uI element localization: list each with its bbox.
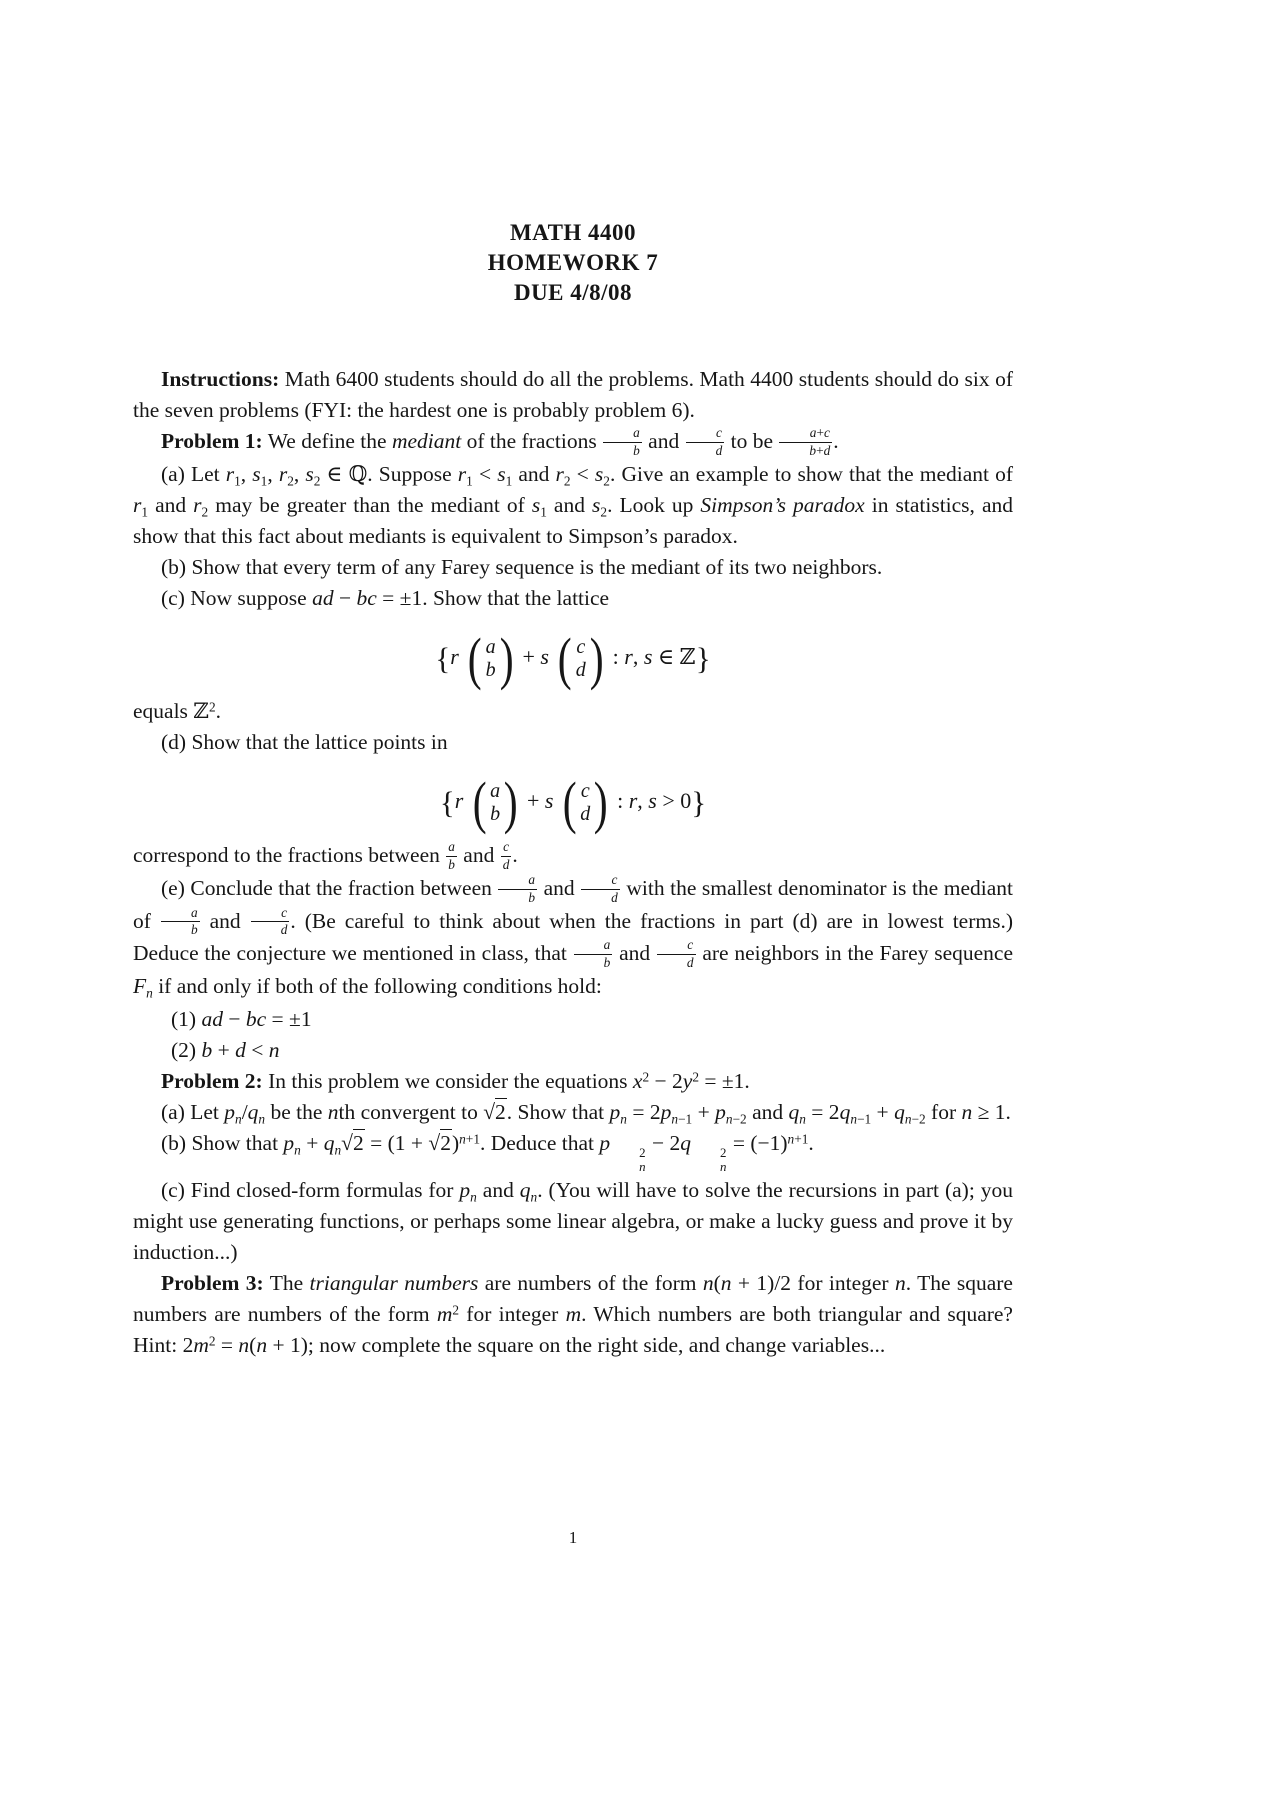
farey-condition-2: (2) b + d < n (171, 1038, 280, 1063)
problem2-part-a: (a) Let $p_n/q_n$ be the nth convergent to √2. Show that $p_n = 2p_{n-1} + p_{n-2}$ and $q_n = 2q_{n-1} + q_{n-2}$ for n ≥ 1. (161, 1100, 1011, 1127)
problem1-part-e: (e) Conclude that the fraction between $\frac{a}{b}$ and $\frac{c}{d}$ with the smallest denominator is the mediant of $\frac{a}{b}$ and $\frac{c}{d}$ . (Be careful to think about when the fractions in part (d) are in lowest terms.) Deduce the conjecture we mentioned in class, that $\frac{a}{b}$ and $\frac{c}{d}$ are neighbors in the Farey sequence $F_n$ if and only if both of the following conditions hold: (133, 871, 1014, 1001)
title-course: MATH 4400 (509, 220, 637, 245)
problem1-intro: Problem 1: We define the mediant of the fractions $\frac{a}{b}$ and $\frac{c}{d}$ to be $\frac{a+c}{b+d}$ . (161, 425, 839, 458)
problem1-correspond-line: correspond to the fractions between $\frac{a}{b}$ and $\frac{c}{d}$ . (133, 838, 518, 872)
problem2-part-b: (b) Show that $p_n + q_n√2 = (1 + √2)^{n+1}$. Deduce that p 2 n − 2q 2 n = $(-1)^{n+1}$. (161, 1131, 814, 1175)
problem1-part-a: (a) Let $r_1$, $s_1$, $r_2$, $s_2$ ∈ ℚ. Suppose $r_1 < s_1$ and $r_2 < s_2$. Give an example to show that the mediant of $r_1$ and $r_2$ may be greater than the mediant of $s_1$ and $s_2$. Look up Simpson’s paradox in statistics, and show that this fact about mediants is equivalent to Simpson’s paradox. (133, 461, 1014, 548)
problem2-part-c: (c) Find closed-form formulas for $p_n$ and $q_n$. (You will have to solve the recursions in part (a); you might use generating functions, or perhaps some linear algebra, or make a lucky guess and prove it by induction...) (133, 1178, 1013, 1265)
document-title (133, 218, 1013, 308)
display-equation-lattice-positive: {r ( a b ) + s ( c d ) : r, s > 0} (439, 769, 707, 835)
problem1-part-c: (c) Now suppose ad − bc = ±1. Show that the lattice (161, 585, 610, 610)
farey-conditions-list (133, 1004, 1013, 1066)
page-number: 1 (568, 1528, 578, 1547)
title-homework: HOMEWORK 7 (487, 250, 659, 275)
problem1-equals-line: equals ℤ$^2$. (133, 698, 222, 723)
title-due-date: DUE 4/8/08 (513, 280, 633, 305)
problem1-part-d: (d) Show that the lattice points in (161, 729, 448, 754)
problem2-intro: Problem 2: In this problem we consider the equations $x^2 - 2y^2 = \pm 1$. (161, 1069, 750, 1094)
problem3-paragraph: Problem 3: The triangular numbers are numbers of the form n(n + 1)/2 for integer n. The square numbers are numbers of the form $m^2$ for integer m. Which numbers are both triangular and square? Hint: $2m^2 = n(n + 1)$; now complete the square on the right side, and change variables... (133, 1271, 1013, 1358)
farey-condition-1: (1) ad − bc = ±1 (171, 1007, 312, 1032)
problem1-part-b: (b) Show that every term of any Farey sequence is the mediant of its two neighbors. (161, 554, 883, 579)
instructions-paragraph: Instructions: Math 6400 students should do all the problems. Math 4400 students should do six of the seven problems (FYI: the hardest one is probably problem 6). (133, 367, 1013, 422)
display-equation-lattice-integers: {r ( a b ) + s ( c d ) : r, s ∈ ℤ} (435, 625, 711, 691)
page-content (133, 218, 1013, 1361)
